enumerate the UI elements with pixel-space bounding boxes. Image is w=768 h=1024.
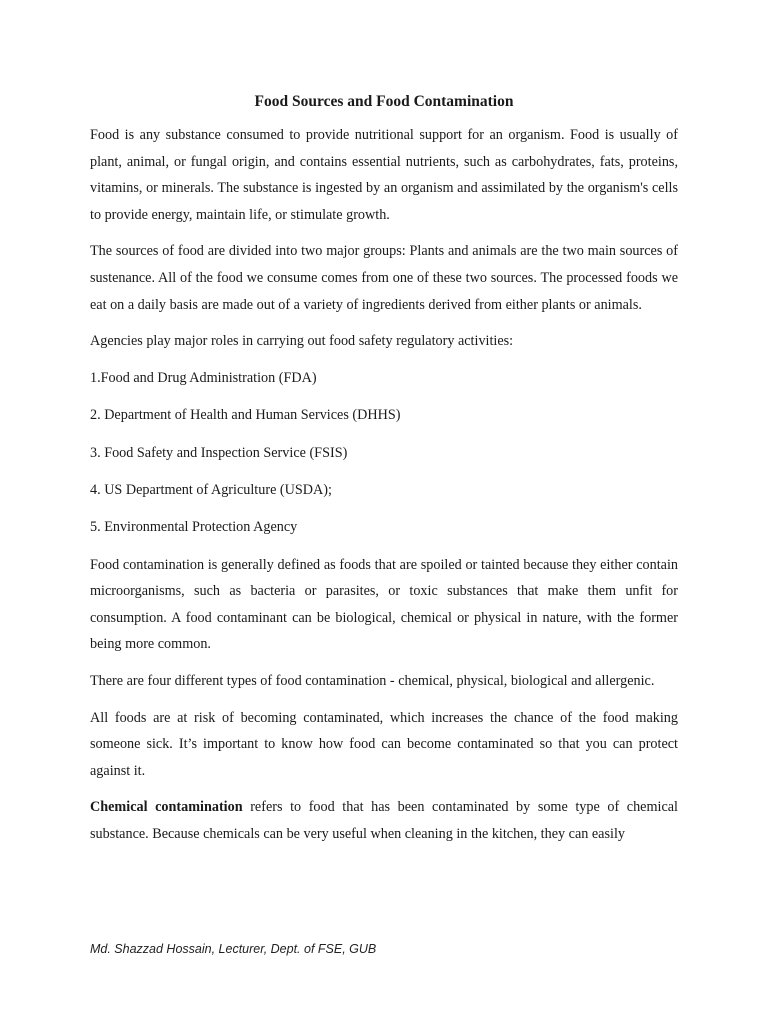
paragraph-chemical-contamination: [90, 794, 678, 847]
chemical-contamination-text: refers to food that has been contaminated by some type of chemical substance. Because chemicals can be very useful when cleaning in the kitchen, they can easily: [90, 799, 678, 843]
agency-item: 5. Environmental Protection Agency: [90, 519, 298, 536]
paragraph-contamination-types: There are four different types of food contamination - chemical, physical, biological and allergenic.: [90, 673, 655, 690]
page-footer: Md. Shazzad Hossain, Lecturer, Dept. of FSE, GUB: [90, 942, 377, 956]
agency-item: 2. Department of Health and Human Services (DHHS): [90, 407, 401, 424]
paragraph-contamination-definition: Food contamination is generally defined as foods that are spoiled or tainted because they either contain microorganisms, such as bacteria or parasites, or toxic substances that make them unfit for consumption. A food contaminant can be biological, chemical or physical in nature, with the former being more common.: [90, 556, 678, 653]
chemical-contamination-term: Chemical contamination: [90, 799, 243, 816]
document-body: [90, 92, 678, 858]
paragraph-food-definition: Food is any substance consumed to provide nutritional support for an organism. Food is usually of plant, animal, or fungal origin, and contains essential nutrients, such as carbohydrates, fats, proteins, vitamins, or minerals. The substance is ingested by an organism and assimilated by the organism's cells to provide energy, maintain life, or stimulate growth.: [90, 127, 678, 223]
paragraph-food-sources: The sources of food are divided into two major groups: Plants and animals are the two main sources of sustenance. All of the food we consume comes from one of these two sources. The processed foods we eat on a daily basis are made out of a variety of ingredients derived from either plants or animals.: [90, 243, 678, 313]
agency-item: 3. Food Safety and Inspection Service (FSIS): [90, 444, 348, 461]
document-title: Food Sources and Food Contamination: [254, 93, 514, 110]
paragraph-agencies-intro: Agencies play major roles in carrying out food safety regulatory activities:: [90, 333, 514, 350]
paragraph-contamination-risk: All foods are at risk of becoming contaminated, which increases the chance of the food making someone sick. It’s important to know how food can become contaminated so that you can protect against it.: [90, 709, 678, 779]
agency-item: 1.Food and Drug Administration (FDA): [90, 369, 317, 386]
agency-item: 4. US Department of Agriculture (USDA);: [90, 481, 332, 498]
